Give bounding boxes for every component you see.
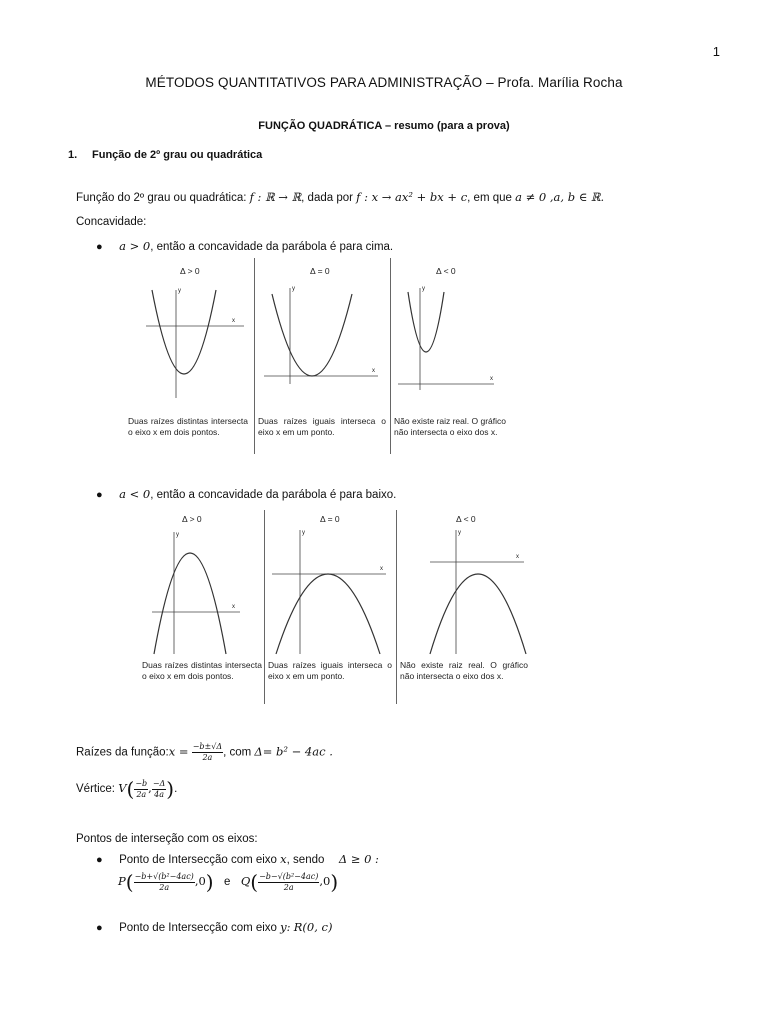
delta-label: Δ = 0: [310, 266, 330, 276]
up-text: , então a concavidade da parábola é para cima.: [150, 241, 394, 253]
graph-down-delta-negative: [400, 508, 530, 658]
down-condition: a < 0: [119, 487, 151, 501]
caption-down-1: Duas raízes distintas intersecta o eixo x em dois pontos.: [142, 660, 262, 681]
delta-label: Δ = 0: [320, 514, 340, 524]
caption-up-1: Duas raízes distintas intersecta o eixo x em dois pontos.: [128, 416, 248, 437]
bullet-x-axis: ● Ponto de Intersecção com eixo x, sendo Δ ≥ 0 :: [96, 852, 379, 866]
svg-text:y: y: [422, 286, 425, 292]
delta-label: Δ > 0: [180, 266, 200, 276]
definition-map1: f : ℝ → ℝ: [249, 190, 302, 204]
svg-text:y: y: [178, 288, 181, 294]
definition-cond: a ≠ 0 ,a, b ∈ ℝ.: [515, 190, 605, 204]
svg-text:x: x: [516, 554, 519, 560]
definition-line: [76, 190, 604, 204]
bullet-dot: ●: [96, 489, 103, 501]
document-subtitle: FUNÇÃO QUADRÁTICA – resumo (para a prova): [258, 120, 510, 132]
concavity-label: Concavidade:: [76, 216, 147, 228]
svg-text:x: x: [232, 318, 235, 324]
panel-divider: [264, 510, 265, 704]
roots-fraction: $\frac{-b\pm√\Delta}{2a}$: [192, 742, 223, 762]
bullet-dot: ●: [96, 241, 103, 253]
bullet-down: [96, 487, 396, 501]
caption-up-2: Duas raízes iguais intersecа o eixo x em um ponto.: [258, 416, 386, 437]
bullet-y-axis: ● Ponto de Intersecção com eixo y: R(0, c): [96, 920, 333, 934]
bullet-up: [96, 239, 393, 253]
definition-map2: f : x → ax² + bx + c: [356, 190, 468, 204]
definition-prefix: Função do 2º grau ou quadrática:: [76, 192, 247, 204]
delta-label: Δ < 0: [436, 266, 456, 276]
svg-text:x: x: [372, 368, 375, 374]
definition-suffix: , em que: [467, 192, 512, 204]
svg-text:x: x: [490, 376, 493, 382]
roots-x: x =: [168, 744, 189, 759]
definition-middle: , dada por: [301, 192, 353, 204]
svg-text:x: x: [232, 604, 235, 610]
roots-delta: Δ= b² − 4ac .: [254, 744, 333, 759]
section-title: Função de 2º grau ou quadrática: [92, 149, 263, 161]
graph-down-delta-zero: [268, 508, 394, 658]
svg-text:y: y: [292, 286, 295, 292]
x-intersection-points: P( $\frac{\text{−b+√(b²−4ac)}}{2a}$ ,0) e Q( $\frac{\text{−b−√(b²−4ac)}}{2a}$ ,0): [118, 870, 339, 894]
document-title: MÉTODOS QUANTITATIVOS PARA ADMINISTRAÇÃO – Profa. Marília Rocha: [145, 75, 623, 90]
caption-up-3: Não existe raiz real. O gráfico não intersecta o eixo dos x.: [394, 416, 506, 437]
graph-down-delta-positive: [142, 508, 262, 658]
graph-up-delta-negative: [394, 258, 504, 408]
svg-text:y: y: [176, 532, 179, 538]
vertex-v: V: [118, 781, 127, 796]
roots-with: , com: [223, 746, 252, 759]
graph-up-delta-positive: [128, 258, 254, 408]
panel-divider: [254, 258, 255, 454]
roots-line: [76, 742, 333, 763]
section-number: 1.: [68, 149, 78, 161]
page-number: 1: [712, 44, 720, 59]
down-text: , então a concavidade da parábola é para baixo.: [150, 489, 397, 501]
svg-text:y: y: [302, 530, 305, 536]
vertex-label: Vértice:: [76, 783, 115, 796]
delta-label: Δ > 0: [182, 514, 202, 524]
up-condition: a > 0: [119, 239, 151, 253]
panel-divider: [390, 258, 391, 454]
graph-up-delta-zero: [258, 258, 384, 408]
vertex-line: Vértice: V( $\frac{-b}{2a}$ , $\frac{-\Delta}{4a}$ ).: [76, 777, 178, 801]
caption-down-3: Não existe raiz real. O gráfico não intersecta o eixo dos x.: [400, 660, 528, 681]
svg-text:x: x: [380, 566, 383, 572]
intersections-label: Pontos de interseção com os eixos:: [76, 833, 258, 845]
section-heading: [68, 149, 262, 161]
panel-divider: [396, 510, 397, 704]
svg-text:y: y: [458, 530, 461, 536]
delta-label: Δ < 0: [456, 514, 476, 524]
roots-label: Raízes da função:: [76, 746, 169, 759]
caption-down-2: Duas raízes iguais intersecа o eixo x em um ponto.: [268, 660, 392, 681]
